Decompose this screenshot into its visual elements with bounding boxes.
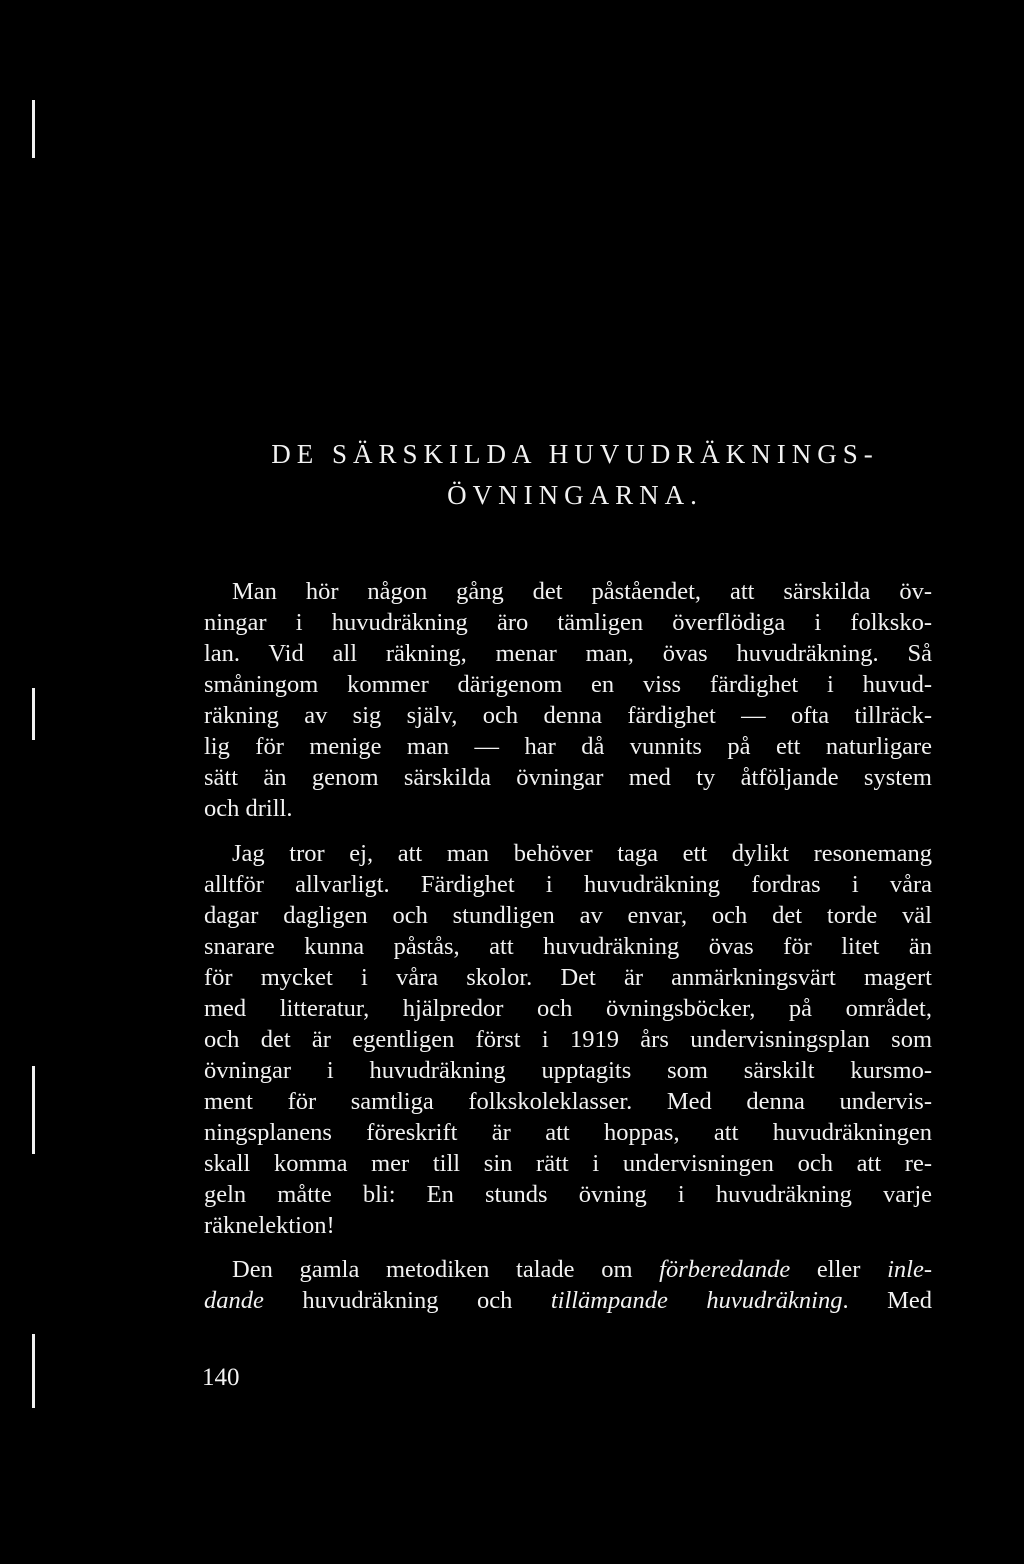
text-line: snarare kunna påstås, att huvudräkning övas för litet än	[204, 933, 932, 960]
italic-term: dande	[204, 1287, 264, 1314]
text-span: huvudräkning och	[263, 1287, 551, 1314]
text-line: sätt än genom särskilda övningar med ty åtföljande system	[204, 764, 932, 791]
text-line: lig för menige man — har då vunnits på ett naturligare	[204, 733, 932, 760]
text-line: lan. Vid all räkning, menar man, övas huvudräkning. Så	[204, 640, 932, 667]
margin-mark	[32, 1066, 35, 1154]
italic-term: tillämpande huvudräkning	[550, 1287, 843, 1314]
text-line: och drill.	[204, 795, 293, 822]
text-line: räknelektion!	[204, 1212, 335, 1239]
margin-mark	[32, 100, 35, 158]
text-line: med litteratur, hjälpredor och övningsböcker, på området,	[204, 995, 932, 1022]
text-line: ningar i huvudräkning äro tämligen överflödiga i folksko-	[204, 609, 932, 636]
text-line: för mycket i våra skolor. Det är anmärkningsvärt magert	[204, 964, 932, 991]
text-line: dagar dagligen och stundligen av envar, och det torde väl	[204, 902, 932, 929]
text-line: ment för samtliga folkskoleklasser. Med denna undervis-	[204, 1088, 932, 1115]
text-line: Man hör någon gång det påståendet, att särskilda öv-	[232, 578, 932, 605]
text-line: övningar i huvudräkning upptagits som särskilt kursmo-	[204, 1057, 932, 1084]
text-span: Den gamla metodiken talade om	[232, 1256, 660, 1283]
text-line: och det är egentligen först i 1919 års undervisningsplan som	[204, 1026, 932, 1053]
text-line	[232, 1254, 932, 1285]
text-line: räkning av sig själv, och denna färdighet — ofta tillräck-	[204, 702, 932, 729]
text-line: skall komma mer till sin rätt i undervisningen och att re-	[204, 1150, 932, 1177]
margin-mark	[32, 688, 35, 740]
text-line: ningsplanens föreskrift är att hoppas, att huvudräkningen	[204, 1119, 932, 1146]
chapter-title-line-2: ÖVNINGARNA.	[447, 480, 703, 510]
italic-term: förberedande	[659, 1256, 791, 1283]
margin-mark	[32, 1334, 35, 1408]
text-line	[204, 1285, 932, 1316]
text-line: småningom kommer därigenom en viss färdighet i huvud-	[204, 671, 932, 698]
chapter-title-line-1: DE SÄRSKILDA HUVUDRÄKNINGS-	[271, 439, 879, 469]
text-span: . Med	[842, 1287, 932, 1314]
text-line: alltför allvarligt. Färdighet i huvudräkning fordras i våra	[204, 871, 932, 898]
text-line: Jag tror ej, att man behöver taga ett dylikt resonemang	[232, 840, 932, 867]
page-number: 140	[202, 1364, 240, 1391]
italic-term: inle-	[887, 1256, 932, 1283]
text-line: geln måtte bli: En stunds övning i huvudräkning varje	[204, 1181, 932, 1208]
text-span: eller	[790, 1256, 888, 1283]
